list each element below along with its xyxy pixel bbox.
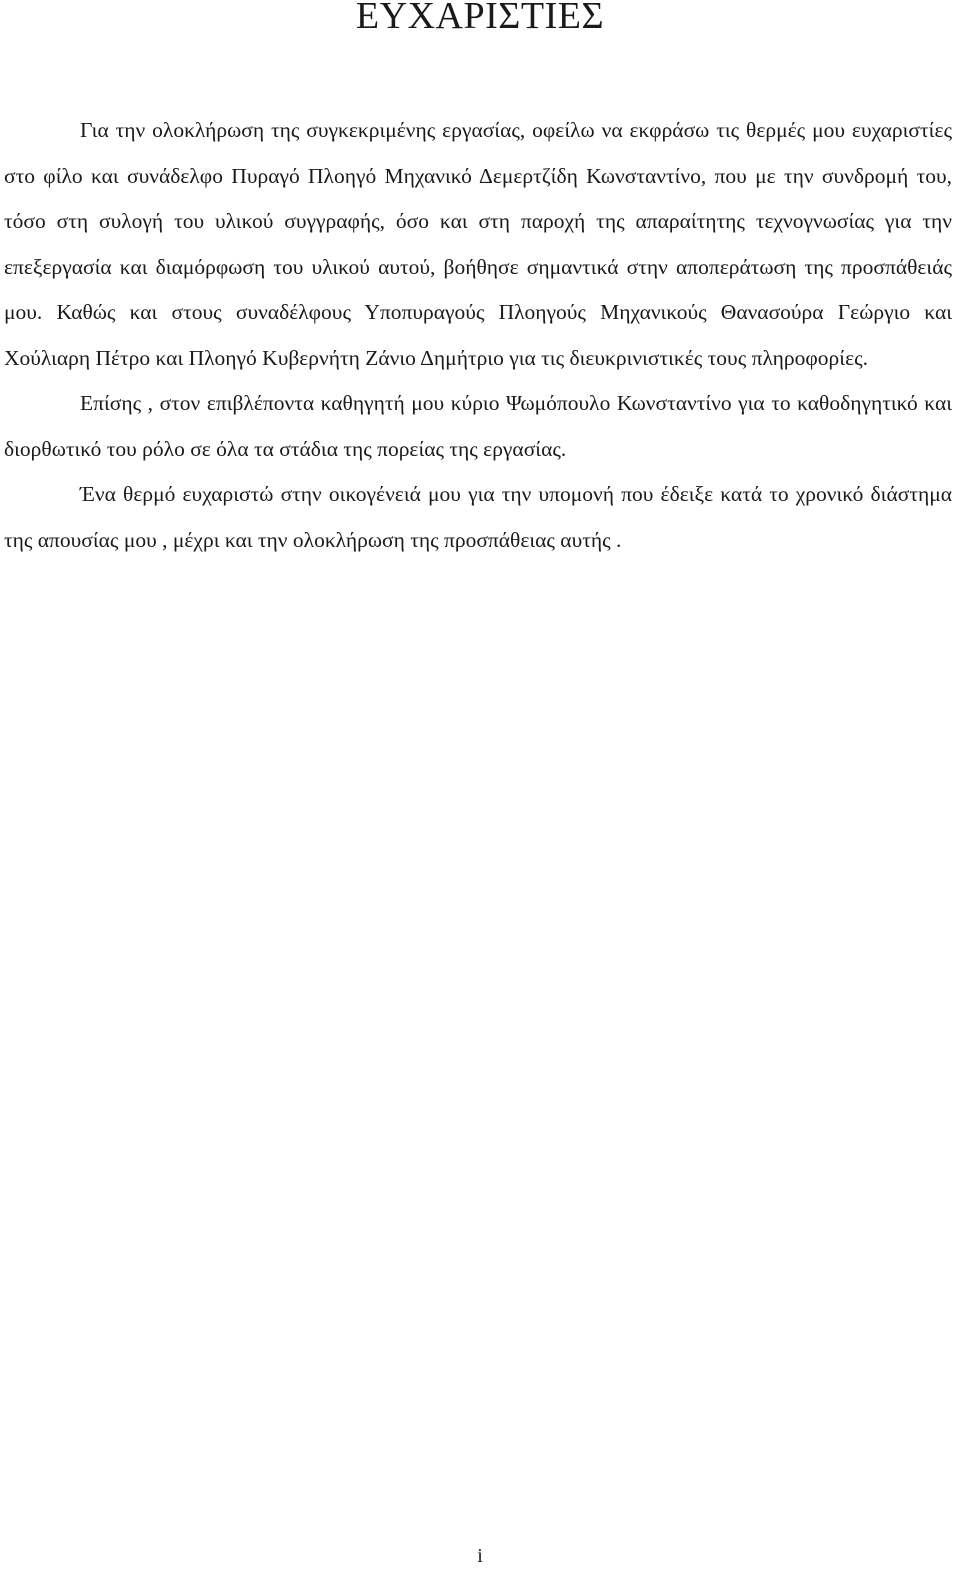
paragraph-2: Επίσης , στον επιβλέποντα καθηγητή μου κύριο Ψωμόπουλο Κωνσταντίνο για το καθοδηγητικό και διορθωτικό του ρόλο σε όλα τα στάδια της πορείας της εργασίας. [4,391,952,461]
page-number: i [477,1545,483,1567]
paragraph-1: Για την ολοκλήρωση της συγκεκριμένης εργασίας, οφείλω να εκφράσω τις θερμές μου ευχαριστίες στο φίλο και συνάδελφο Πυραγό Πλοηγό Μηχανικό Δεμερτζίδη Κωνσταντίνο, που με την συνδρομή του, τόσο στη συλογή του υλικού συγγραφής, όσο και στη παροχή της απαραίτητης τεχνογνωσίας για την επεξεργασία και διαμόρφωση του υλικού αυτού, βοήθησε σημαντικά στην αποπεράτωση της προσπάθειάς μου. Καθώς και στους συναδέλφους Υποπυραγούς Πλοηγούς Μηχανικούς Θανασούρα Γεώργιο και Χούλιαρη Πέτρο και Πλοηγό Κυβερνήτη Ζάνιο Δημήτριο για τις διευκρινιστικές τους πληροφορίες. [4,118,952,370]
acknowledgements-body [4,108,952,563]
paragraph-3: Ένα θερμό ευχαριστώ στην οικογένειά μου για την υπομονή που έδειξε κατά το χρονικό διάστημα της απουσίας μου , μέχρι και την ολοκλήρωση της προσπάθειας αυτής . [4,482,952,552]
page-title: ΕΥΧΑΡΙΣΤΙΕΣ [355,0,605,37]
